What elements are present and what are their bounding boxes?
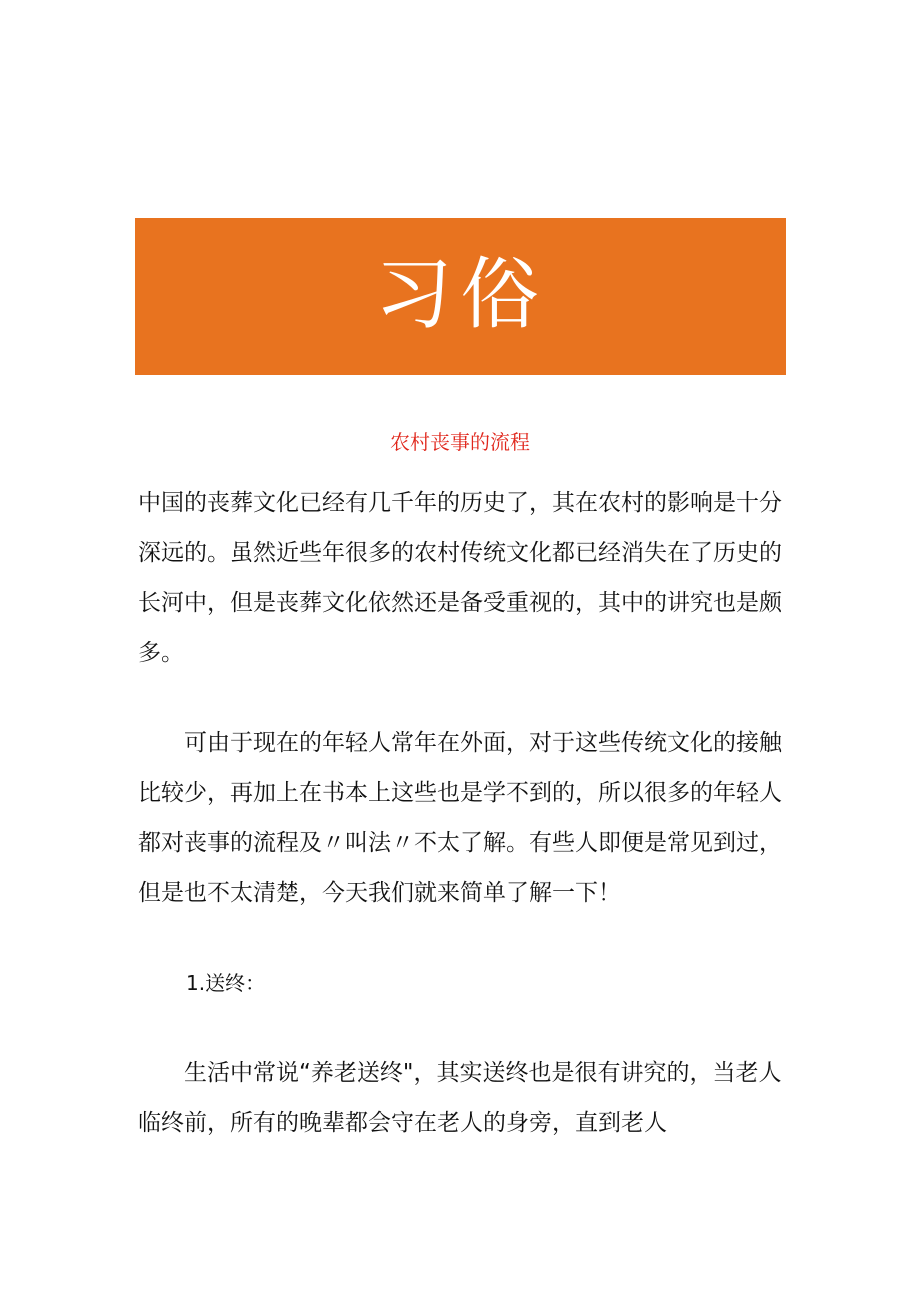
- paragraph-songzhong: 生活中常说“养老送终"，其实送终也是很有讲究的，当老人临终前，所有的晚辈都会守在老人的身旁，直到老人: [138, 1060, 782, 1136]
- banner-title: 习俗: [374, 249, 547, 340]
- article-subtitle: 农村丧事的流程: [390, 430, 530, 454]
- title-banner: [135, 218, 786, 375]
- paragraph-intro: 中国的丧葬文化已经有几千年的历史了，其在农村的影响是十分深远的。虽然近些年很多的农村传统文化都已经消失在了历史的长河中，但是丧葬文化依然还是备受重视的，其中的讲究也是颇多。: [138, 490, 782, 666]
- paragraph-young-people: 可由于现在的年轻人常年在外面，对于这些传统文化的接触比较少，再加上在书本上这些也是学不到的，所以很多的年轻人都对丧事的流程及〃叫法〃不太了解。有些人即便是常见到过，但是也不太清楚，今天我们就来简单了解一下！: [138, 730, 782, 906]
- section-heading-songzhong: 1.送终：: [186, 971, 266, 995]
